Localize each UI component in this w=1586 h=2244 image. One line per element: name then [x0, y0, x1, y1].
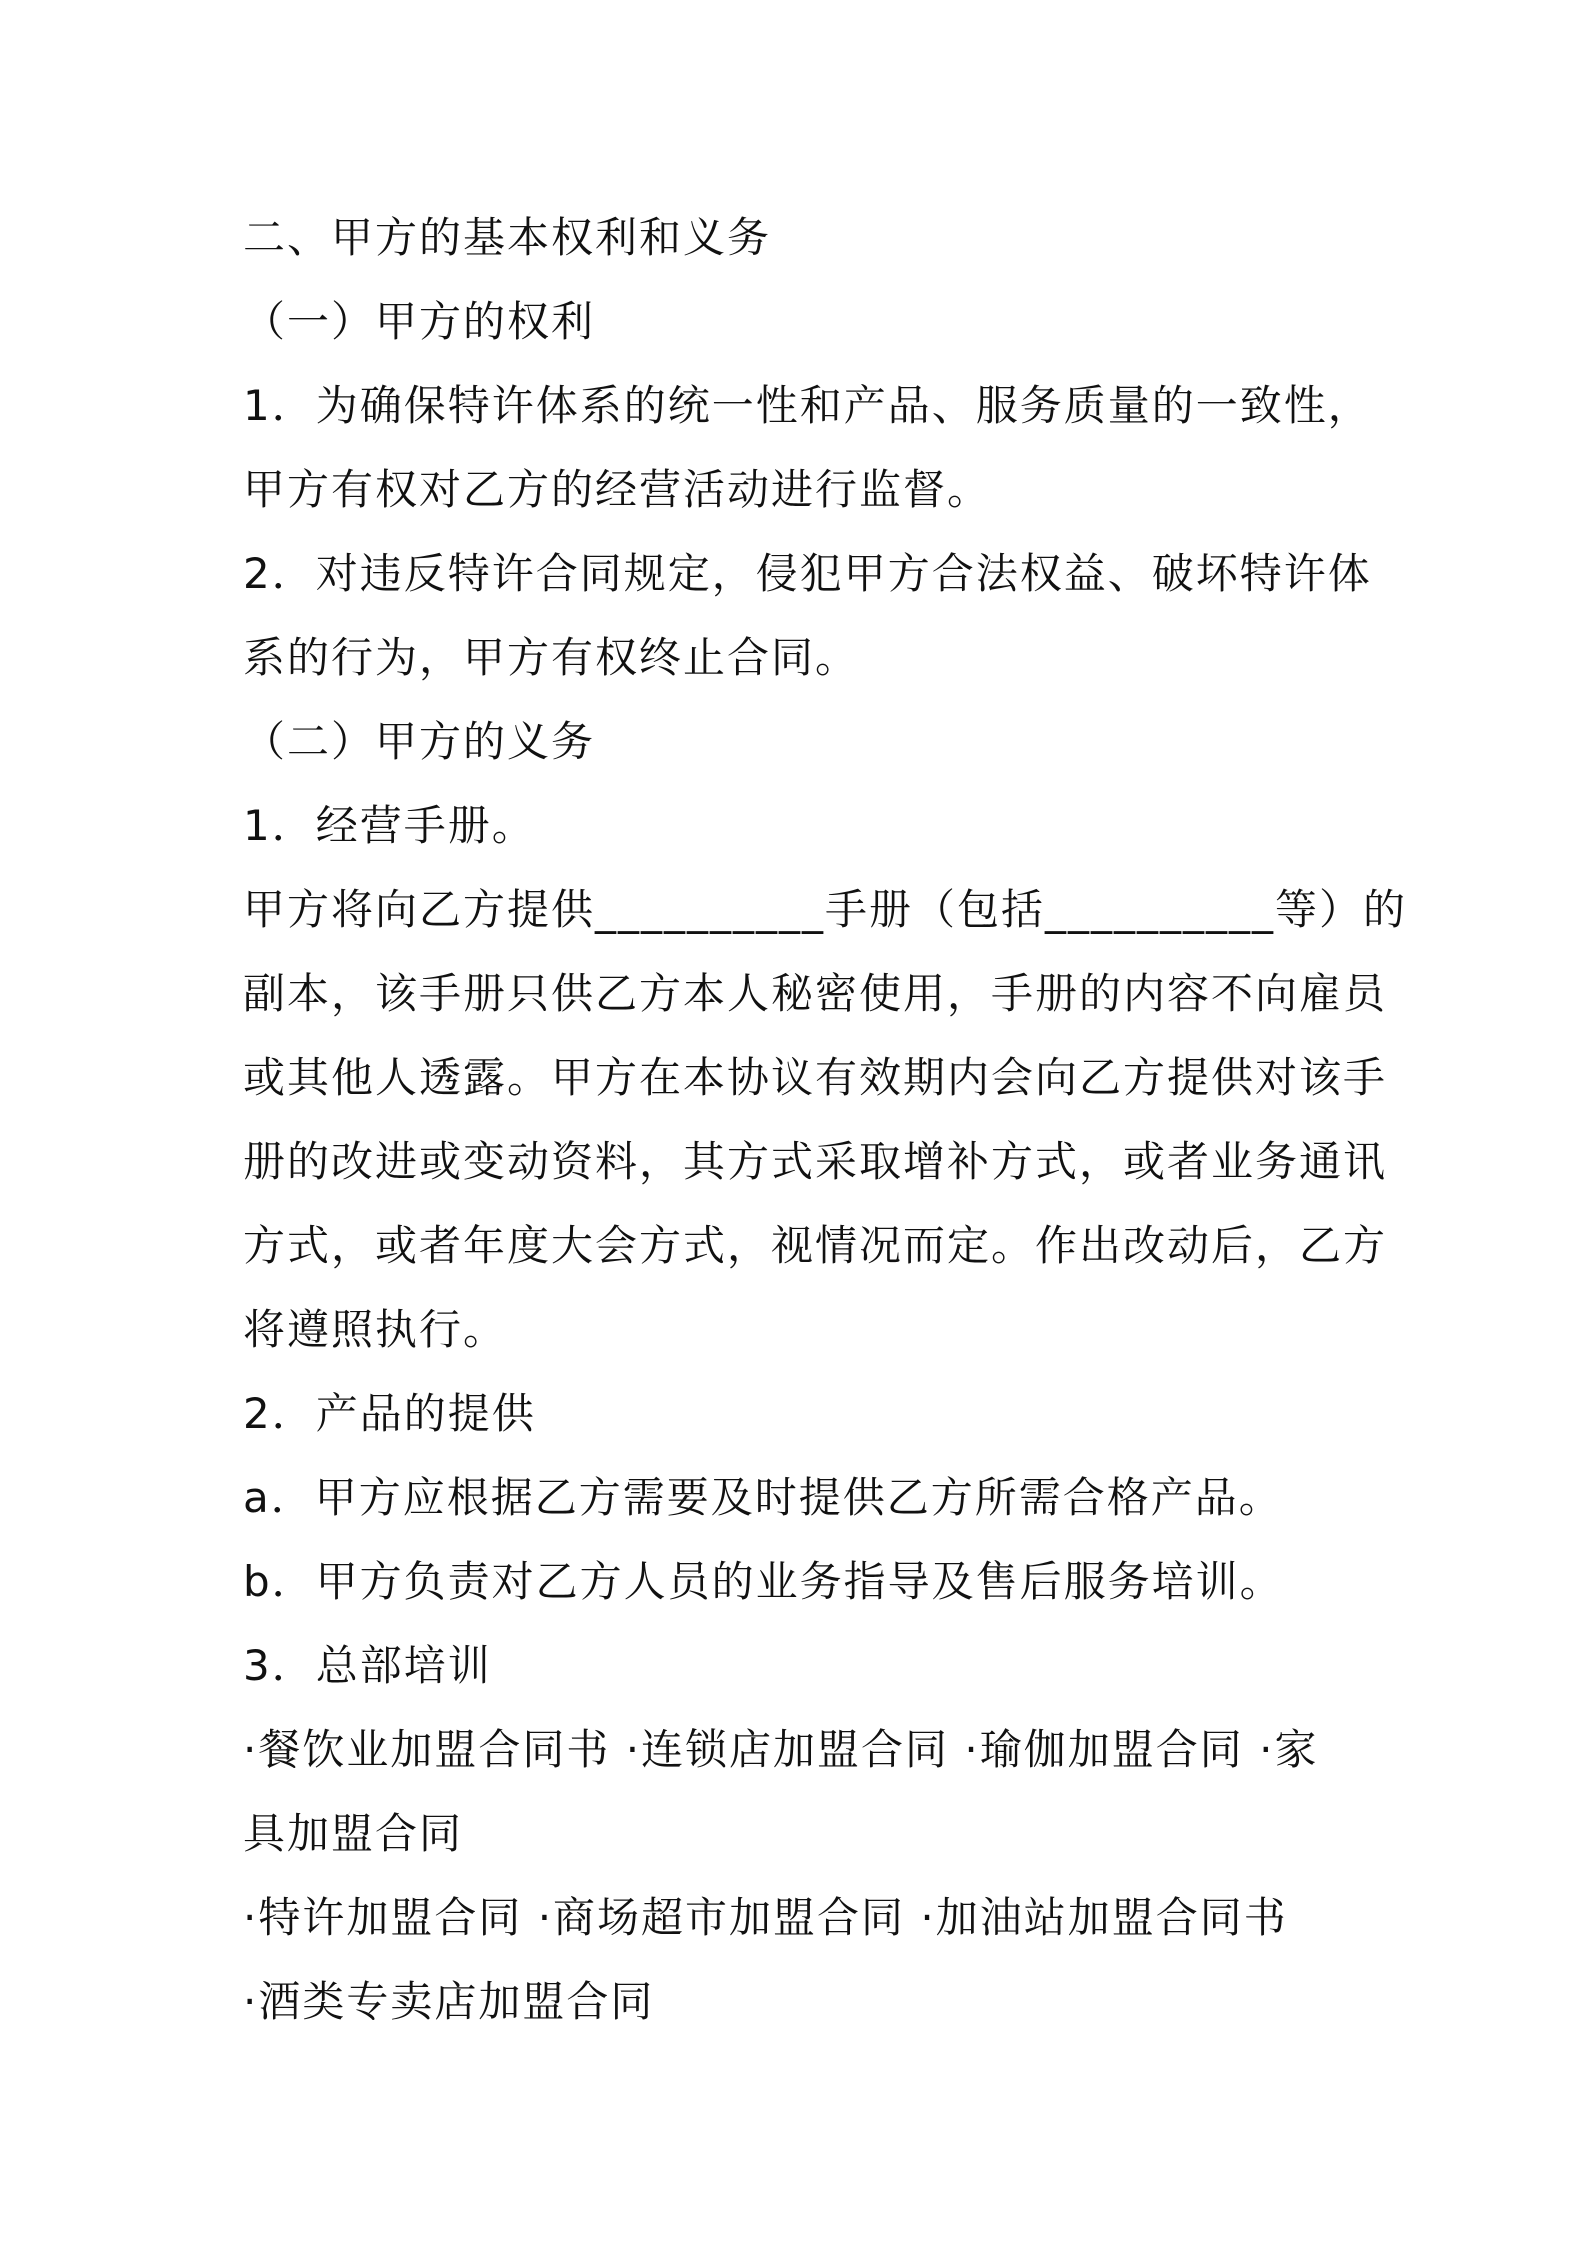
paragraph-line: 方式，或者年度大会方式，视情况而定。作出改动后，乙方 — [243, 1221, 1388, 1270]
paragraph-line: b．甲方负责对乙方人员的业务指导及售后服务培训。 — [243, 1557, 1284, 1606]
paragraph-line: 甲方有权对乙方的经营活动进行监督。 — [243, 465, 992, 514]
related-links-line: 具加盟合同 — [243, 1809, 464, 1858]
related-links-line: ·特许加盟合同 ·商场超市加盟合同 ·加油站加盟合同书 — [243, 1893, 1288, 1942]
paragraph-line: a．甲方应根据乙方需要及时提供乙方所需合格产品。 — [243, 1473, 1283, 1522]
paragraph-line: 1．为确保特许体系的统一性和产品、服务质量的一致性， — [243, 381, 1372, 430]
paragraph-line: 或其他人透露。甲方在本协议有效期内会向乙方提供对该手 — [243, 1053, 1388, 1102]
paragraph-line: 将遵照执行。 — [243, 1305, 508, 1354]
section-heading: 二、甲方的基本权利和义务 — [243, 213, 772, 262]
paragraph-line: 2．对违反特许合同规定，侵犯甲方合法权益、破坏特许体 — [243, 549, 1372, 598]
item-heading: 2．产品的提供 — [243, 1389, 536, 1438]
related-links-line: ·酒类专卖店加盟合同 — [243, 1977, 655, 2026]
paragraph-line: 副本，该手册只供乙方本人秘密使用，手册的内容不向雇员 — [243, 969, 1388, 1018]
paragraph-line: 甲方将向乙方提供__________手册（包括__________等）的 — [243, 885, 1408, 934]
item-heading: 1．经营手册。 — [243, 801, 536, 850]
subsection-heading-rights: （一）甲方的权利 — [243, 297, 596, 346]
document-body — [243, 196, 1408, 2044]
item-heading: 3．总部培训 — [243, 1641, 492, 1690]
related-links-line: ·餐饮业加盟合同书 ·连锁店加盟合同 ·瑜伽加盟合同 ·家 — [243, 1725, 1319, 1774]
paragraph-line: 系的行为，甲方有权终止合同。 — [243, 633, 860, 682]
subsection-heading-obligations: （二）甲方的义务 — [243, 717, 596, 766]
paragraph-line: 册的改进或变动资料，其方式采取增补方式，或者业务通讯 — [243, 1137, 1388, 1186]
